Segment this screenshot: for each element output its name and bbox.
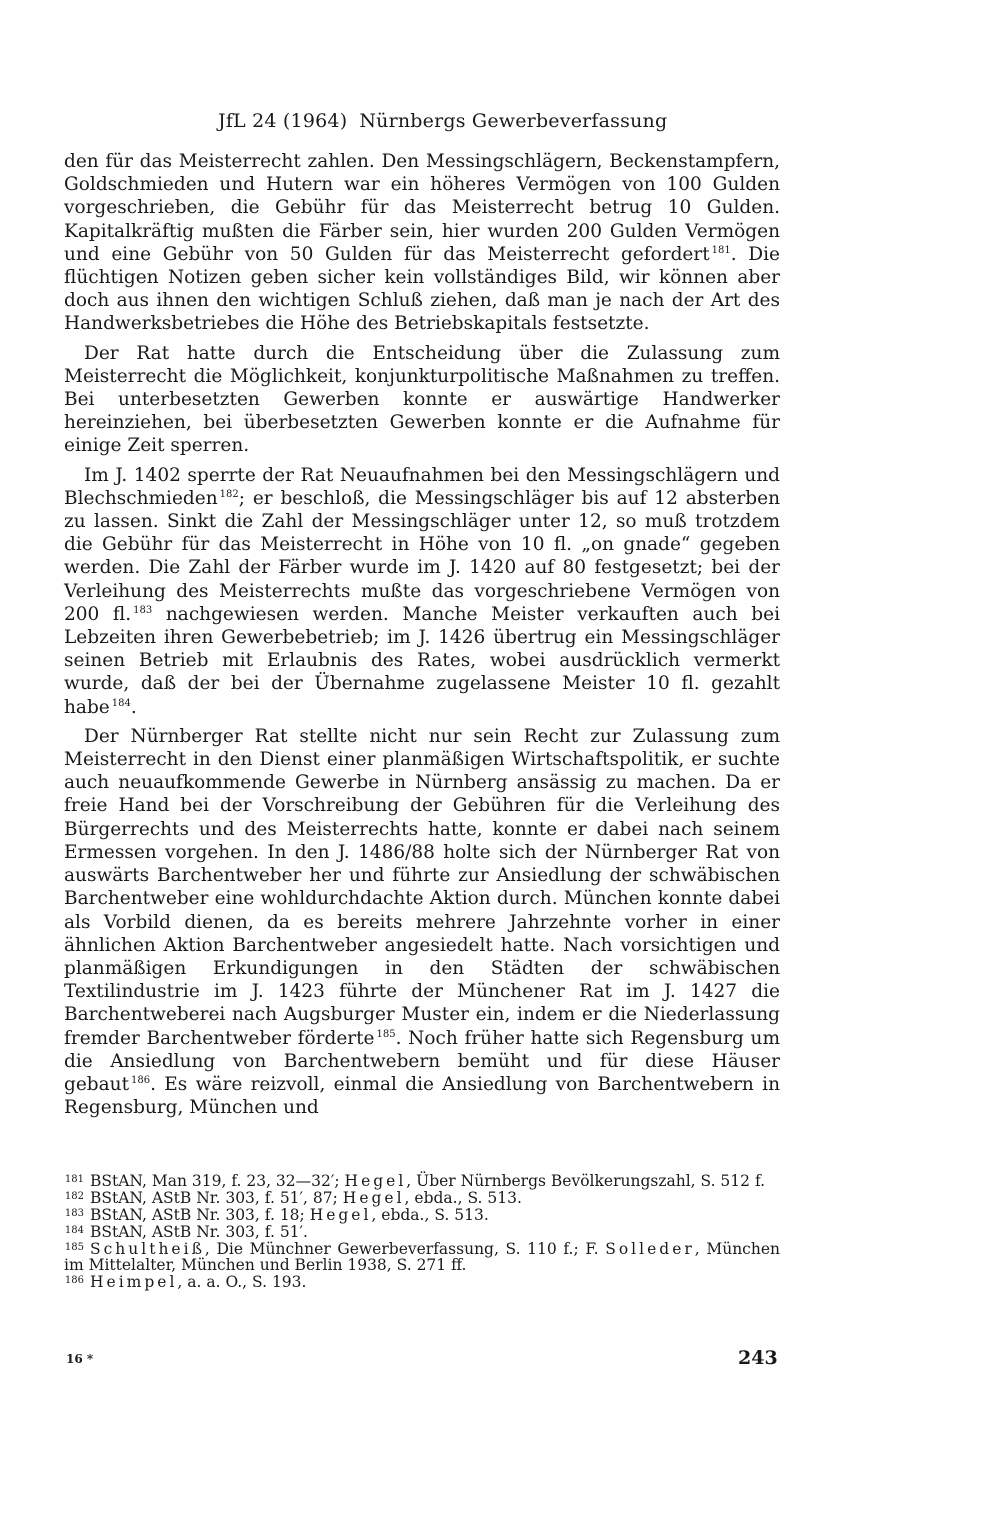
footnote-number: 182 xyxy=(64,1191,84,1202)
paragraph-3 xyxy=(64,464,780,719)
author-name: Hegel xyxy=(342,1189,405,1207)
text-run: . Noch früher hatte sich Regensburg um die Ansiedlung von Barchentwebern bemüht und für diese Häuser gebaut xyxy=(64,1027,780,1095)
page-number: 243 xyxy=(738,1347,778,1369)
journal-reference: JfL 24 (1964) xyxy=(218,110,348,132)
text-run: ; er beschloß, die Messingschläger bis auf 12 absterben zu lassen. Sinkt die Zahl der Messingschläger unter 12, so muß trotzdem die Gebühr für das Meisterrecht in Höhe von 10 fl. „on gnade“ gegeben werden. Die Zahl der Färber wurde im J. 1420 auf 80 festgesetzt; bei der Verleihung des Meisterrechts mußte das vorgeschriebene Vermögen von 200 fl. xyxy=(64,487,780,625)
paragraph-1 xyxy=(64,150,780,336)
author-name: Solleder xyxy=(605,1240,695,1258)
author-name: Heimpel xyxy=(90,1273,178,1291)
footnote-184 xyxy=(64,1223,780,1240)
text-run: Im J. 1402 sperrte der Rat Neuaufnahmen bei den Messingschlägern und Blechschmieden xyxy=(64,464,780,509)
footnote-text: , a. a. O., S. 193. xyxy=(177,1273,307,1291)
footnote-ref-183: 183 xyxy=(133,604,153,616)
footnote-number: 186 xyxy=(64,1275,84,1286)
footnote-ref-186: 186 xyxy=(131,1074,151,1086)
footnote-ref-182: 182 xyxy=(219,488,239,500)
footnote-text: BStAN, AStB Nr. 303, f. 51′, 87; xyxy=(90,1189,343,1207)
footnote-182 xyxy=(64,1189,780,1206)
text-run: Der Rat hatte durch die Entscheidung über die Zulassung zum Meisterrecht die Möglichkeit, konjunkturpolitische Maßnahmen zu treffen. Bei unterbesetzten Gewerben konnte er auswärtige Handwerker hereinziehen, bei überbesetzten Gewerben konnte er die Aufnahme für einige Zeit sperren. xyxy=(64,342,780,457)
footnote-ref-181: 181 xyxy=(711,244,731,256)
text-run: . Es wäre reizvoll, einmal die Ansiedlung von Barchentwebern in Regensburg, München und xyxy=(64,1073,780,1119)
footnote-ref-185: 185 xyxy=(376,1028,396,1040)
footnote-text: BStAN, Man 319, f. 23, 32—32′; xyxy=(90,1172,345,1190)
author-name: Schultheiß xyxy=(90,1240,205,1258)
paragraph-4 xyxy=(64,725,780,1119)
footnote-number: 181 xyxy=(64,1174,84,1185)
running-head xyxy=(218,110,667,132)
footnote-number: 184 xyxy=(64,1225,84,1236)
paragraph-2 xyxy=(64,342,780,458)
footnote-text: , ebda., S. 513. xyxy=(371,1206,489,1224)
footnote-text: , Die Münchner Gewerbeverfassung, S. 110 f.; F. xyxy=(204,1240,606,1258)
footnote-186 xyxy=(64,1273,780,1290)
footnote-number: 185 xyxy=(64,1242,84,1253)
footnote-text: BStAN, AStB Nr. 303, f. 51′. xyxy=(90,1223,308,1241)
footnote-ref-184: 184 xyxy=(111,697,131,709)
footnote-text: , ebda., S. 513. xyxy=(404,1189,522,1207)
text-run: nachgewiesen werden. Manche Meister verkauften auch bei Lebzeiten ihren Gewerbebetrieb; im J. 1426 übertrug ein Messingschläger seinen Betrieb mit Erlaubnis des Rates, wobei ausdrücklich vermerkt wurde, daß der bei der Übernahme zugelassene Meister 10 fl. gezahlt habe xyxy=(64,603,780,718)
body-text xyxy=(64,150,780,1125)
running-title: Nürnbergs Gewerbeverfassung xyxy=(359,110,668,132)
footnote-text: BStAN, AStB Nr. 303, f. 18; xyxy=(90,1206,310,1224)
printer-signature: 16 * xyxy=(66,1352,94,1366)
text-run: . Die flüchtigen Notizen geben sicher kein vollständiges Bild, wir können aber doch aus ihnen den wichtigen Schluß ziehen, daß man je nach der Art des Handwerksbetriebes die Höhe des Betriebskapitals festsetzte. xyxy=(64,243,780,335)
footnote-185 xyxy=(64,1240,780,1273)
footnote-text: , München im Mittelalter, München und Berlin 1938, S. 271 ff. xyxy=(64,1240,780,1274)
text-run: Der Nürnberger Rat stellte nicht nur sein Recht zur Zulassung zum Meisterrecht in den Dienst einer planmäßigen Wirtschaftspolitik, er suchte auch neuaufkommende Gewerbe in Nürnberg ansässig zu machen. Da er freie Hand bei der Vorschreibung der Gebühren für die Verleihung des Bürgerrechts und des Meisterrechts hatte, konnte er dabei nach seinem Ermessen vorgehen. In den J. 1486/88 holte sich der Nürnberger Rat von auswärts Barchentweber her und führte zur Ansiedlung der schwäbischen Barchentweber eine wohldurchdachte Aktion durch. München konnte dabei als Vorbild dienen, da es bereits mehrere Jahrzehnte vorher in einer ähnlichen Aktion Barchentweber angesiedelt hatte. Nach vorsichtigen und planmäßigen Erkundigungen in den Städten der schwäbischen Textilindustrie im J. 1423 führte der Münchener Rat im J. 1427 die Barchentweberei nach Augsburger Muster ein, indem er die Niederlassung fremder Barchentweber förderte xyxy=(64,725,780,1049)
text-run: . xyxy=(130,696,137,718)
text-run: den für das Meisterrecht zahlen. Den Messingschlägern, Beckenstampfern, Goldschmieden und Hutern war ein höheres Vermögen von 100 Gulden vorgeschrieben, die Gebühr für das Meisterrecht betrug 10 Gulden. Kapitalkräftig mußten die Färber sein, hier wurden 200 Gulden Vermögen und eine Gebühr von 50 Gulden für das Meisterrecht gefordert xyxy=(64,151,780,265)
footnote-183 xyxy=(64,1206,780,1223)
footnote-181 xyxy=(64,1172,780,1189)
author-name: Hegel xyxy=(344,1172,407,1190)
footnotes xyxy=(64,1172,780,1290)
footnote-number: 183 xyxy=(64,1208,84,1219)
footnote-text: , Über Nürnbergs Bevölkerungszahl, S. 512 f. xyxy=(406,1172,766,1190)
author-name: Hegel xyxy=(309,1206,372,1224)
